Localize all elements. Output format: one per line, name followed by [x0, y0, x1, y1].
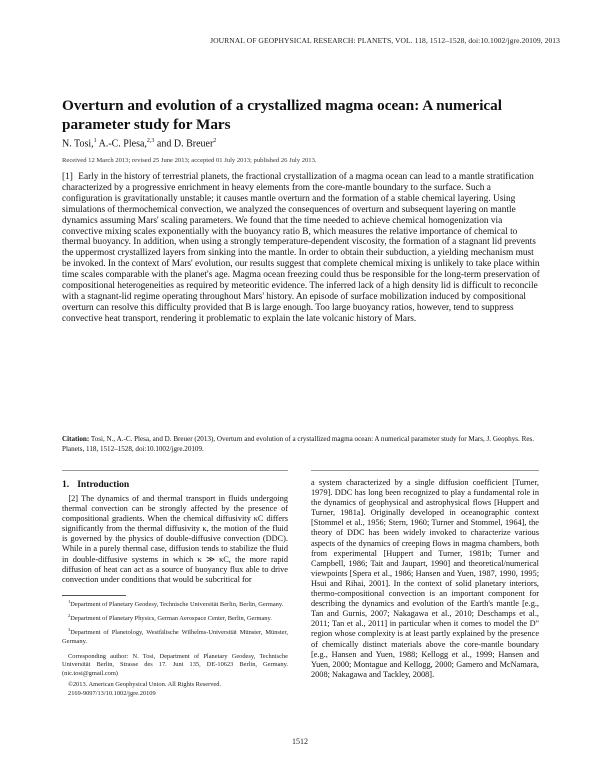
affiliation-text: Department of Planetary Geodesy, Technische Universität Berlin, Berlin, Germany. [70, 601, 284, 609]
issn: 2169-9097/13/10.1002/jgre.20109 [68, 689, 156, 697]
affiliation-footnote [62, 626, 288, 646]
abstract [62, 172, 540, 325]
author-affiliation-mark: 2,3 [146, 138, 155, 144]
author-affiliation-mark: 1 [93, 138, 97, 144]
footnote-divider [62, 595, 126, 596]
author-name: N. Tosi, [62, 138, 94, 150]
publication-dates: Received 12 March 2013; revised 25 June 2013; accepted 01 July 2013; published 26 July 2013. [62, 157, 317, 164]
citation-label: Citation: [62, 435, 90, 443]
affiliation-footnote [62, 598, 288, 610]
footnotes [62, 598, 288, 698]
affiliation-text: Department of Planetology, Westfälische Wilhelms-Universität Münster, Münster, Germany. [62, 629, 288, 646]
footnote-mark: 3 [68, 627, 71, 633]
footnote-mark: 2 [68, 613, 71, 619]
citation [62, 434, 540, 454]
body-text-right-column: a system characterized by a single diffusion coefficient [Turner, 1979]. DDC has long been recognized to play a fundamental role in the dynamics of geophysical and astrophysical flows [Huppert and Turner, 1981a]. Originally developed in oceanographic context [Stommel et al., 1956; Stern, 1960; Turner and Stommel, 1964], the theory of DDC has been widely invoked to characterize various aspects of the dynamics of creeping flows in magma chambers, both from experimental [Huppert and Turner, 1981b; Turner and Campbell, 1986; Tait and Jaupart, 1990] and theoretical/numerical viewpoints [Spera et al., 1986; Hansen and Yuen, 1987, 1990, 1995; Hsui and Rihai, 2001]. In the context of solid planetary interiors, thermo-compositional convection is an important component for describing the dynamics and evolution of the Earth's mantle [e.g., Tan and Gurnis, 2007; Nakagawa et al., 2010; Deschamps et al., 2011; Tan et al., 2011] in particular when it comes to model the D" region whose complexity is at least partly explained by the presence of chemically distinct materials above the core-mantle boundary [e.g., Hansen and Yuen, 1988; Kellogg et al., 1999; Hansen and Yuen, 2000; Montague and Kellogg, 2000; Gamero and McNamara, 2008; Nakagawa and Tackley, 2008]. [311, 478, 539, 679]
citation-text: Tosi, N., A.-C. Plesa, and D. Breuer (2013), Overturn and evolution of a crystallized magma ocean: A numerical parameter study for Mars, J. Geophys. Res. Planets, 118, 1512–1528, doi:10.1002/jgre.20109. [62, 435, 535, 453]
divider [62, 470, 288, 471]
footnote-mark: 1 [68, 599, 71, 604]
section-number: 1. [62, 479, 70, 490]
author-name: A.-C. Plesa, [98, 138, 147, 150]
author-list [62, 138, 216, 149]
article-title: Overturn and evolution of a crystallized magma ocean: A numerical parameter study for Mars [62, 97, 502, 133]
copyright: ©2013. American Geophysical Union. All Rights Reserved. [68, 681, 222, 689]
affiliation-footnote [62, 612, 288, 624]
running-head: JOURNAL OF GEOPHYSICAL RESEARCH: PLANETS, VOL. 118, 1512–1528, doi:10.1002/jgre.20109, 2013 [210, 36, 560, 45]
section-title: Introduction [77, 479, 130, 490]
author-name: and D. Breuer [156, 138, 214, 150]
paragraph-number: [1] [62, 172, 73, 182]
author-affiliation-mark: 2 [213, 138, 217, 144]
section-heading [62, 479, 129, 490]
body-text-left-column [62, 494, 288, 585]
page-number: 1512 [292, 737, 308, 746]
abstract-text: Early in the history of terrestrial planets, the fractional crystallization of a magma ocean can lead to a mantle stratification characterized by a progressive enrichment in heavy elements from the core-mantle boundary to the surface. Such a configuration is gravitationally unstable; it causes mantle overturn and the formation of a stable chemical layering. Using simulations of thermochemical convection, we analyzed the consequences of overturn and subsequent layering on mantle dynamics assuming Mars' scaling parameters. We found that the time needed to achieve chemical homogenization via convective mixing scales exponentially with the buoyancy ratio B, which measures the relative importance of chemical to thermal buoyancy. In addition, when using a strongly temperature-dependent viscosity, the formation of a stagnant lid prevents the uppermost crystallized layers from sinking into the mantle. In order to obtain their subduction, a yielding mechanism must be invoked. In the context of Mars' evolution, our results suggest that complete chemical mixing is unlikely to take place within time scales comparable with the planet's age. Magma ocean freezing could thus be responsible for the long-term preservation of compositional heterogeneities as required by meteoritic evidence. The inferred lack of a high density lid is difficult to reconcile with a stagnant-lid regime operating throughout Mars' history. An episode of surface mobilization induced by compositional overturn can resolve this difficulty provided that B is large enough. Too large buoyancy ratios, however, tend to suppress convective heat transport, rendering it problematic to explain the late volcanic history of Mars. [62, 172, 540, 324]
divider [311, 470, 539, 471]
introduction-paragraph: The dynamics of and thermal transport in fluids undergoing thermal convection can be strongly affected by the presence of compositional gradients. When the chemical diffusivity κC differs significantly from the thermal diffusivity κ, the motion of the fluid is governed by the physics of double-diffusive convection (DDC). While in a purely thermal case, diffusion tends to stabilize the fluid in double-diffusive systems in which κ ≫ κC, the more rapid diffusion of heat can act as a source of buoyancy flux able to drive convection under conditions that would be subcritical for [62, 494, 288, 584]
paragraph-number: [2] [68, 494, 79, 503]
corresponding-author: Corresponding author: N. Tosi, Department of Planetary Geodesy, Technische Universität Berlin, Strasse des 17. Juni 135, DE-10623 Berlin, Germany. (nic.tosi@gmail.com) [62, 652, 288, 677]
affiliation-text: Department of Planetary Physics, German Aerospace Center, Berlin, Germany. [70, 615, 272, 623]
